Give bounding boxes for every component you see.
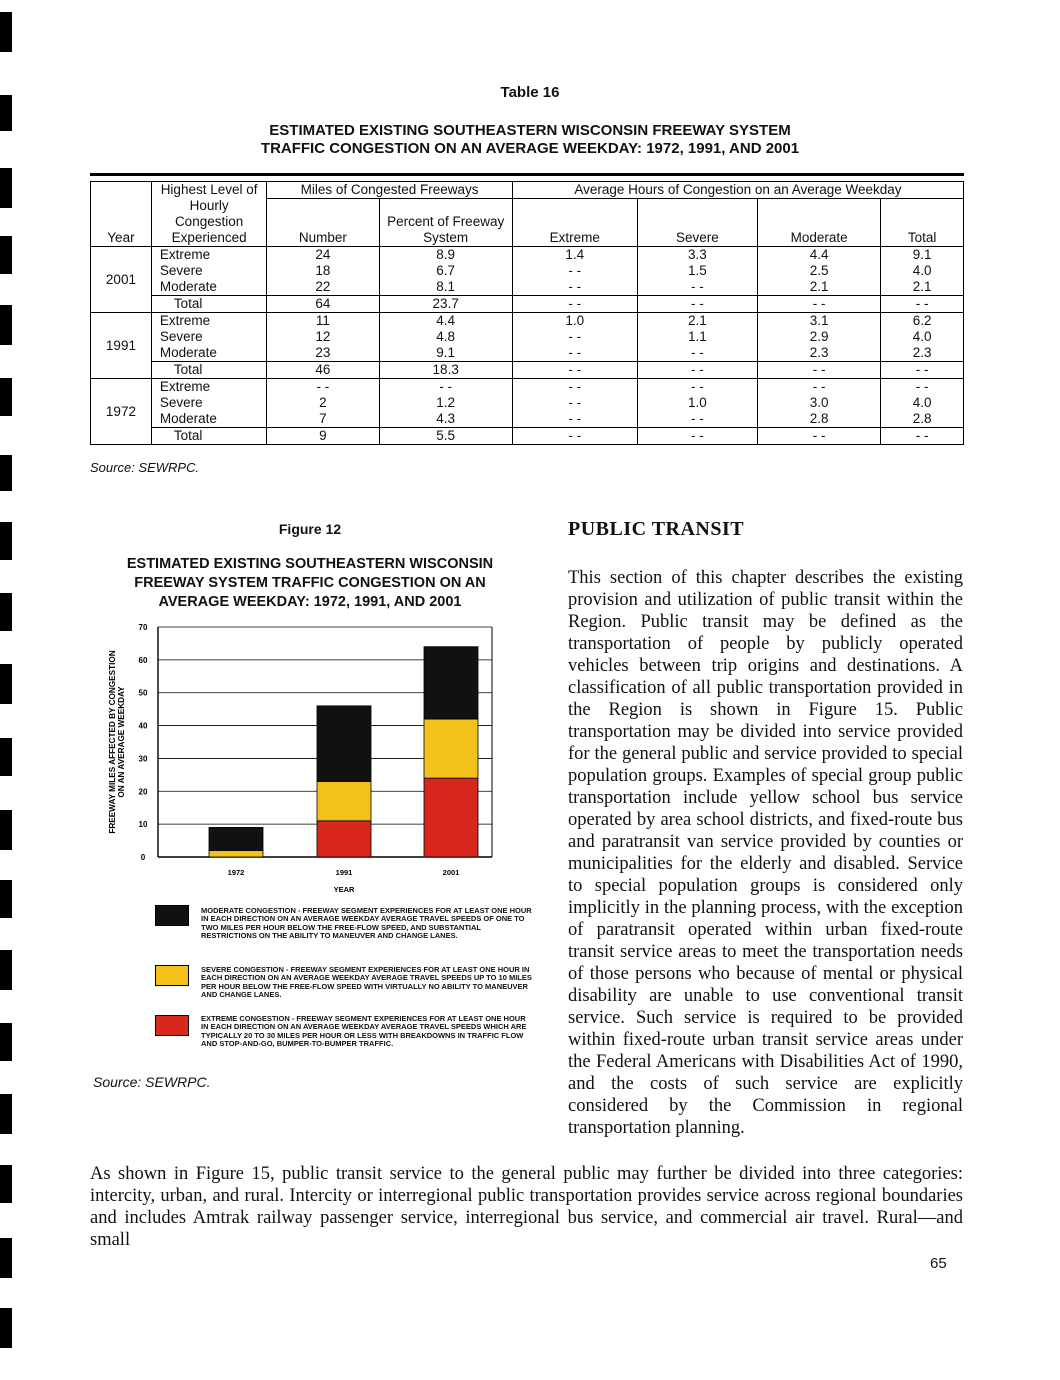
value-cell: 3.0 bbox=[758, 395, 881, 411]
header-hours-group: Average Hours of Congestion on an Average Weekday bbox=[512, 182, 963, 199]
legend-swatch-severe bbox=[155, 965, 189, 986]
table-body bbox=[91, 247, 964, 445]
x-tick-label: 1972 bbox=[227, 868, 245, 877]
value-cell: - - bbox=[637, 279, 758, 296]
figure-title-line1: ESTIMATED EXISTING SOUTHEASTERN WISCONSIN bbox=[126, 556, 494, 572]
y-tick-label: 30 bbox=[138, 754, 148, 764]
header-year: Year bbox=[91, 182, 152, 247]
x-tick-label: 1991 bbox=[335, 868, 353, 877]
binding-mark bbox=[0, 12, 12, 52]
value-cell: - - bbox=[637, 379, 758, 396]
legend-text-severe: SEVERE CONGESTION - FREEWAY SEGMENT EXPERIENCES FOR AT LEAST ONE HOUR IN EACH DIRECTION ON AN AVERAGE WEEKDAY AVERAGE TRAVEL SPEEDS UP TO 10 MILES PER HOUR BELOW THE FREE-FLOW SPEED WITH VIRTUALLY NO ABILITY TO MANEUVER AND CHANGE LANES. bbox=[201, 965, 532, 999]
value-cell: 1.2 bbox=[379, 395, 512, 411]
value-cell: - - bbox=[637, 362, 758, 379]
binding-mark bbox=[0, 950, 12, 990]
section-heading: PUBLIC TRANSIT bbox=[568, 518, 745, 540]
table-top-rule bbox=[90, 173, 964, 176]
value-cell: 2.8 bbox=[758, 411, 881, 428]
y-tick-label: 0 bbox=[140, 853, 146, 862]
value-cell: 4.4 bbox=[758, 247, 881, 264]
header-highest-level: Highest Level of Hourly Congestion Experienced bbox=[151, 182, 266, 247]
value-cell: 64 bbox=[267, 296, 379, 313]
value-cell: 24 bbox=[267, 247, 379, 264]
level-cell: Severe bbox=[151, 329, 266, 345]
bar-extreme-1991 bbox=[317, 821, 371, 857]
value-cell: 6.2 bbox=[881, 313, 964, 330]
y-tick-label: 50 bbox=[138, 688, 148, 698]
value-cell: 2.3 bbox=[881, 345, 964, 362]
table-row bbox=[91, 329, 964, 345]
value-cell: - - bbox=[512, 428, 637, 445]
binding-mark bbox=[0, 305, 12, 345]
binding-mark bbox=[0, 1165, 12, 1203]
year-cell: 1972 bbox=[91, 379, 152, 445]
header-extreme: Extreme bbox=[512, 199, 637, 247]
level-cell: Severe bbox=[151, 263, 266, 279]
year-cell: 1991 bbox=[91, 313, 152, 379]
y-tick-label: 40 bbox=[138, 721, 148, 731]
value-cell: - - bbox=[881, 362, 964, 379]
table-title-line1: ESTIMATED EXISTING SOUTHEASTERN WISCONSIN FREEWAY SYSTEM bbox=[269, 122, 791, 139]
figure-title-line2: FREEWAY SYSTEM TRAFFIC CONGESTION ON AN bbox=[134, 575, 486, 591]
value-cell: - - bbox=[512, 345, 637, 362]
value-cell: - - bbox=[758, 362, 881, 379]
value-cell: 4.3 bbox=[379, 411, 512, 428]
table-row bbox=[91, 345, 964, 362]
value-cell: 3.1 bbox=[758, 313, 881, 330]
value-cell: 23.7 bbox=[379, 296, 512, 313]
table-row bbox=[91, 379, 964, 396]
value-cell: 9.1 bbox=[379, 345, 512, 362]
binding-mark bbox=[0, 738, 12, 776]
binding-mark bbox=[0, 810, 12, 850]
value-cell: - - bbox=[512, 379, 637, 396]
binding-mark bbox=[0, 1094, 12, 1134]
value-cell: 4.0 bbox=[881, 263, 964, 279]
value-cell: 2.8 bbox=[881, 411, 964, 428]
level-cell: Total bbox=[151, 296, 266, 313]
bar-severe-2001 bbox=[424, 719, 478, 778]
value-cell: 18.3 bbox=[379, 362, 512, 379]
level-cell: Moderate bbox=[151, 279, 266, 296]
binding-mark bbox=[0, 522, 12, 560]
table-row bbox=[91, 395, 964, 411]
value-cell: 6.7 bbox=[379, 263, 512, 279]
value-cell: 11 bbox=[267, 313, 379, 330]
value-cell: 1.5 bbox=[637, 263, 758, 279]
value-cell: 3.3 bbox=[637, 247, 758, 264]
value-cell: 2.1 bbox=[637, 313, 758, 330]
legend-swatch-extreme bbox=[155, 1015, 189, 1036]
year-cell: 2001 bbox=[91, 247, 152, 313]
level-cell: Moderate bbox=[151, 411, 266, 428]
value-cell: - - bbox=[758, 296, 881, 313]
level-cell: Extreme bbox=[151, 379, 266, 396]
value-cell: - - bbox=[881, 296, 964, 313]
value-cell: 7 bbox=[267, 411, 379, 428]
header-severe: Severe bbox=[637, 199, 758, 247]
header-miles-group: Miles of Congested Freeways bbox=[267, 182, 513, 199]
table-total-row bbox=[91, 296, 964, 313]
binding-mark bbox=[0, 236, 12, 274]
congestion-table bbox=[90, 181, 964, 445]
table-total-row bbox=[91, 362, 964, 379]
value-cell: 4.0 bbox=[881, 329, 964, 345]
legend-text-moderate: MODERATE CONGESTION - FREEWAY SEGMENT EXPERIENCES FOR AT LEAST ONE HOUR IN EACH DIRECTION ON AN AVERAGE WEEKDAY AVERAGE TRAVEL SPEEDS OF ONE TO TWO MILES PER HOUR BELOW THE FREE-FLOW SPEED, AND SUBSTANTIAL RESTRICTIONS ON THE ABILITY TO MANEUVER AND CHANGE LANES. bbox=[201, 906, 532, 940]
bar-severe-1991 bbox=[317, 781, 371, 820]
bar-moderate-1991 bbox=[317, 706, 371, 782]
section-paragraph-2: As shown in Figure 15, public transit service to the general public may further be divided into three categories: intercity, urban, and rural. Intercity or interregional public transportation provides service across regional boundaries and includes Amtrak railway passenger service, interregional bus service, and commercial air travel. Rural—and small bbox=[90, 1164, 963, 1250]
y-tick-label: 60 bbox=[138, 655, 148, 665]
value-cell: - - bbox=[267, 379, 379, 396]
section-paragraph-1: This section of this chapter describes the existing provision and utilization of public transit within the Region. Public transit may be defined as the transportation of people by publicly operated vehicles between trip origins and destinations. A classification of all public transportation provided in the Region is shown in Figure 15. Public transportation may be divided into service provided for the general public and service provided to special population groups. Examples of special group public transportation include yellow school bus service operated by area school districts, and fixed-route bus and paratransit van service provided by counties or municipalities for the elderly and disabled. Service to special population groups is considered only implicitly in the planning process, with the exception of paratransit operated within urban fixed-route transit service areas to meet the transportation needs of those persons who because of mental or physical disability are unable to use conventional transit service. Such service is required to be provided within fixed-route urban transit service areas under the Federal Americans with Disabilities Act of 1990, and the costs of such service are explicitly considered by the Commission in regional transportation planning. bbox=[568, 568, 963, 1138]
value-cell: 2 bbox=[267, 395, 379, 411]
binding-mark bbox=[0, 664, 12, 704]
x-tick-label: 2001 bbox=[442, 868, 460, 877]
bar-moderate-2001 bbox=[424, 647, 478, 719]
level-cell: Total bbox=[151, 428, 266, 445]
value-cell: 12 bbox=[267, 329, 379, 345]
value-cell: 1.1 bbox=[637, 329, 758, 345]
header-total: Total bbox=[881, 199, 964, 247]
binding-mark bbox=[0, 1023, 12, 1061]
value-cell: 5.5 bbox=[379, 428, 512, 445]
value-cell: - - bbox=[512, 279, 637, 296]
value-cell: - - bbox=[379, 379, 512, 396]
figure-title-line3: AVERAGE WEEKDAY: 1972, 1991, AND 2001 bbox=[158, 594, 462, 610]
binding-mark bbox=[0, 1238, 12, 1278]
level-cell: Total bbox=[151, 362, 266, 379]
value-cell: 8.9 bbox=[379, 247, 512, 264]
binding-mark bbox=[0, 168, 12, 208]
value-cell: - - bbox=[637, 296, 758, 313]
value-cell: 2.3 bbox=[758, 345, 881, 362]
level-cell: Extreme bbox=[151, 247, 266, 264]
value-cell: - - bbox=[881, 379, 964, 396]
value-cell: 9.1 bbox=[881, 247, 964, 264]
y-tick-label: 20 bbox=[138, 787, 148, 797]
table-row bbox=[91, 247, 964, 264]
value-cell: - - bbox=[512, 296, 637, 313]
value-cell: 4.0 bbox=[881, 395, 964, 411]
table-row bbox=[91, 279, 964, 296]
value-cell: - - bbox=[758, 379, 881, 396]
value-cell: 1.4 bbox=[512, 247, 637, 264]
value-cell: 9 bbox=[267, 428, 379, 445]
y-tick-label: 70 bbox=[138, 623, 148, 632]
binding-mark bbox=[0, 880, 12, 918]
value-cell: - - bbox=[758, 428, 881, 445]
congestion-chart bbox=[90, 615, 540, 900]
value-cell: 8.1 bbox=[379, 279, 512, 296]
table-title-line2: TRAFFIC CONGESTION ON AN AVERAGE WEEKDAY: 1972, 1991, AND 2001 bbox=[260, 140, 800, 157]
binding-mark bbox=[0, 455, 12, 491]
figure-source: Source: SEWRPC. bbox=[93, 1074, 211, 1090]
value-cell: 23 bbox=[267, 345, 379, 362]
value-cell: 2.9 bbox=[758, 329, 881, 345]
table-total-row bbox=[91, 428, 964, 445]
value-cell: 4.4 bbox=[379, 313, 512, 330]
value-cell: - - bbox=[637, 411, 758, 428]
value-cell: 2.1 bbox=[881, 279, 964, 296]
bar-severe-1972 bbox=[209, 850, 263, 857]
figure-number: Figure 12 bbox=[278, 521, 342, 537]
y-tick-label: 10 bbox=[138, 820, 148, 830]
value-cell: - - bbox=[881, 428, 964, 445]
value-cell: 1.0 bbox=[637, 395, 758, 411]
table-number: Table 16 bbox=[500, 84, 560, 101]
legend-swatch-moderate bbox=[155, 905, 189, 926]
value-cell: 2.1 bbox=[758, 279, 881, 296]
table-source: Source: SEWRPC. bbox=[90, 460, 200, 475]
y-axis-label-line2: ON AN AVERAGE WEEKDAY bbox=[117, 686, 126, 798]
value-cell: 1.0 bbox=[512, 313, 637, 330]
binding-mark bbox=[0, 1308, 12, 1348]
level-cell: Moderate bbox=[151, 345, 266, 362]
table-row bbox=[91, 263, 964, 279]
header-number: Number bbox=[267, 199, 379, 247]
value-cell: 4.8 bbox=[379, 329, 512, 345]
value-cell: - - bbox=[637, 428, 758, 445]
value-cell: - - bbox=[512, 263, 637, 279]
level-cell: Severe bbox=[151, 395, 266, 411]
x-axis-label: YEAR bbox=[333, 885, 355, 894]
table-row bbox=[91, 411, 964, 428]
value-cell: 46 bbox=[267, 362, 379, 379]
value-cell: - - bbox=[512, 329, 637, 345]
value-cell: 18 bbox=[267, 263, 379, 279]
value-cell: - - bbox=[512, 362, 637, 379]
table-row bbox=[91, 313, 964, 330]
binding-mark bbox=[0, 378, 12, 416]
level-cell: Extreme bbox=[151, 313, 266, 330]
value-cell: 22 bbox=[267, 279, 379, 296]
header-percent: Percent of Freeway System bbox=[379, 199, 512, 247]
binding-mark bbox=[0, 593, 12, 631]
value-cell: 2.5 bbox=[758, 263, 881, 279]
value-cell: - - bbox=[512, 411, 637, 428]
value-cell: - - bbox=[512, 395, 637, 411]
bar-moderate-1972 bbox=[209, 827, 263, 850]
header-moderate: Moderate bbox=[758, 199, 881, 247]
bar-extreme-2001 bbox=[424, 778, 478, 857]
y-axis-label-line1: FREEWAY MILES AFFECTED BY CONGESTION bbox=[108, 650, 117, 834]
value-cell: - - bbox=[637, 345, 758, 362]
legend-text-extreme: EXTREME CONGESTION - FREEWAY SEGMENT EXPERIENCES FOR AT LEAST ONE HOUR IN EACH DIRECTION ON AN AVERAGE WEEKDAY AVERAGE TRAVEL SPEEDS WHICH ARE TYPICALLY 20 TO 30 MILES PER HOUR OR LESS WITH BREAKDOWNS IN TRAFFIC FLOW AND STOP-AND-GO, BUMPER-TO-BUMPER TRAFFIC. bbox=[201, 1014, 527, 1048]
page-number: 65 bbox=[930, 1255, 947, 1272]
